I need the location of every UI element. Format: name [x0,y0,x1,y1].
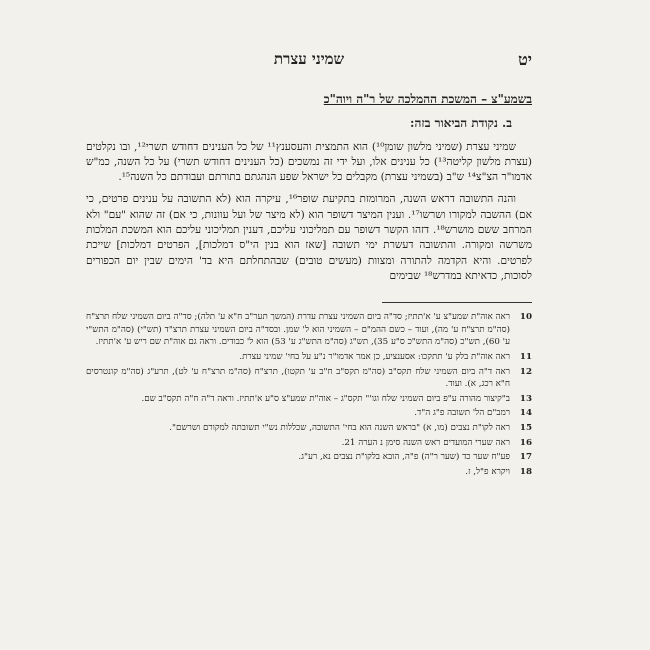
footnote-text: ראה אוה"ת בלק ע' תתקכו: אסענציע, כן אמר אדמו"ר נ"ע על בחי' שמיני עצרת. [239,352,510,363]
sub-title: ב. נקודת הביאור בזה: [410,116,512,131]
footnote-text: ויקרא פ"ל, ז. [465,466,510,477]
footnote-number: 13 [519,393,532,404]
footnote-13 [86,393,532,406]
running-title: שמיני עצרת [273,50,345,68]
page-number: יט [518,50,532,69]
paragraph-1: שמיני עצרת (שמיני מלשון שומן¹⁰) הוא התמצית והעסענץ¹¹ של כל הענינים דחודש תשרי¹², ובו נקלטים (עצרת מלשון קליטה¹³) כל ענינים אלו, ועל ידי זה נמשכים (כל הענינים דחודש תשרי) על כל השנה, כמ"ש אדמו"ר הצ"צ¹⁴ ש"ב (בשמיני עצרת) מקבלים כל ישראל שפע הנהגתם בתורתם ועבודתם כל השנה¹⁵. [86,140,532,184]
footnote-11 [86,351,532,364]
footnotes [86,311,532,478]
footnote-18 [86,466,532,479]
footnote-number: 18 [519,466,532,477]
footnote-text: רמב"ם הל' תשובה פ"ג ה"ד. [414,408,510,419]
paragraph-2: והנה התשובה דראש השנה, המרומזת בתקיעת שופר¹⁶, עיקרה הוא (לא התשובה על ענינים פרטים, כי אם) ההשבה למקורו ושרשו¹⁷. וענין המיצר דשופר הוא (לא מיצר של ועל עוונות, כי אם) זה שהוא "עם" ולא המרחב ששם מושרש¹⁸. דזהו הקשר דשופר עם תמליכוני עליכם, דענין תמליכוני עליכם הוא המשכת המלכות משרשה ומקורה. והתשובה דעשרת ימי תשובה [שאז הוא בנין הי"ס דמלכות], הפרטים דמלכות] שייכת לפרטים. והיא הקדמה להתורה ומצוות (מעשים טובים) שבהתחלתם היא בד' הימים שבין יום הכפורים לסוכות, כדאיתא במדרש¹⁸ שבימים [86,193,532,282]
footnote-text: ראה שערי המועדים ראש השנה סימן נ הערה 21. [341,437,510,448]
footnote-rule [382,302,532,303]
footnote-12 [86,366,532,391]
footnote-number: 11 [519,352,532,363]
footnote-number: 10 [519,312,532,323]
footnote-14 [86,407,532,420]
page-body [86,92,532,480]
footnote-10 [86,311,532,349]
footnote-number: 12 [519,366,532,377]
footnote-text: ראה לקו"ת נצבים (מו, א) "בראש השנה הוא בחי' התשובה, שכללות נש"י תשובתה למקורם ושרשם". [169,423,510,434]
footnote-number: 16 [519,437,532,448]
footnote-text: ב"קיצור מהורה ע"פ ביום השמיני שלח וגו'" תקס"ג – אוה"ת שמע"צ ס"ע א'תתיז. וראה ד"ה ח"ה תקס"ב שם. [141,393,510,404]
footnote-17 [86,451,532,464]
section-title: בשמע"צ – המשכת ההמלכה של ר"ה ויוה"כ [323,92,532,106]
footnote-number: 15 [519,423,532,434]
footnote-text: ראה אוה"ת שמע"צ ע' א'תתיז; סד"ה ביום השמיני עצרת עדרת (המשך תער"ב ח"א ע' תלה); סד"ה ביום השמיני שלח תרצ"ח (סה"מ תרצ"ח ע' מה), ועוד – כשם ההמ"ם – השמיני הוא ל' שמן. ובסד"ה ביום השמיני עצרת תרצ"ד (תש"י) (סה"מ התש"י ע' 60), תש"כ (סה"מ התש"כ ס"ע 35), תש"ג (סה"מ התש"ג ע' 53) הוא ל' כבודים. וראה גם אוה"ת שם ריש ע' א'תתיז. [86,312,510,348]
footnote-number: 14 [519,408,532,419]
footnote-15 [86,422,532,435]
footnote-text: ראה ד"ה ביום השמיני שלח תקס"ב (סה"מ תקס"ב ח"ב ע' תקטו), תרצ"ח (סה"מ תרצ"ח ע' לט), תרע"ג (סה"מ קונטרסים ח"א רכג, א). ועוד. [86,366,510,390]
footnote-text: פע"ח שער כד (שער ר"ה) פ"ה, הובא בלקו"ת נצבים נא, רע"ג. [298,452,510,463]
page-header [86,50,532,70]
footnote-number: 17 [519,452,532,463]
footnote-16 [86,437,532,450]
